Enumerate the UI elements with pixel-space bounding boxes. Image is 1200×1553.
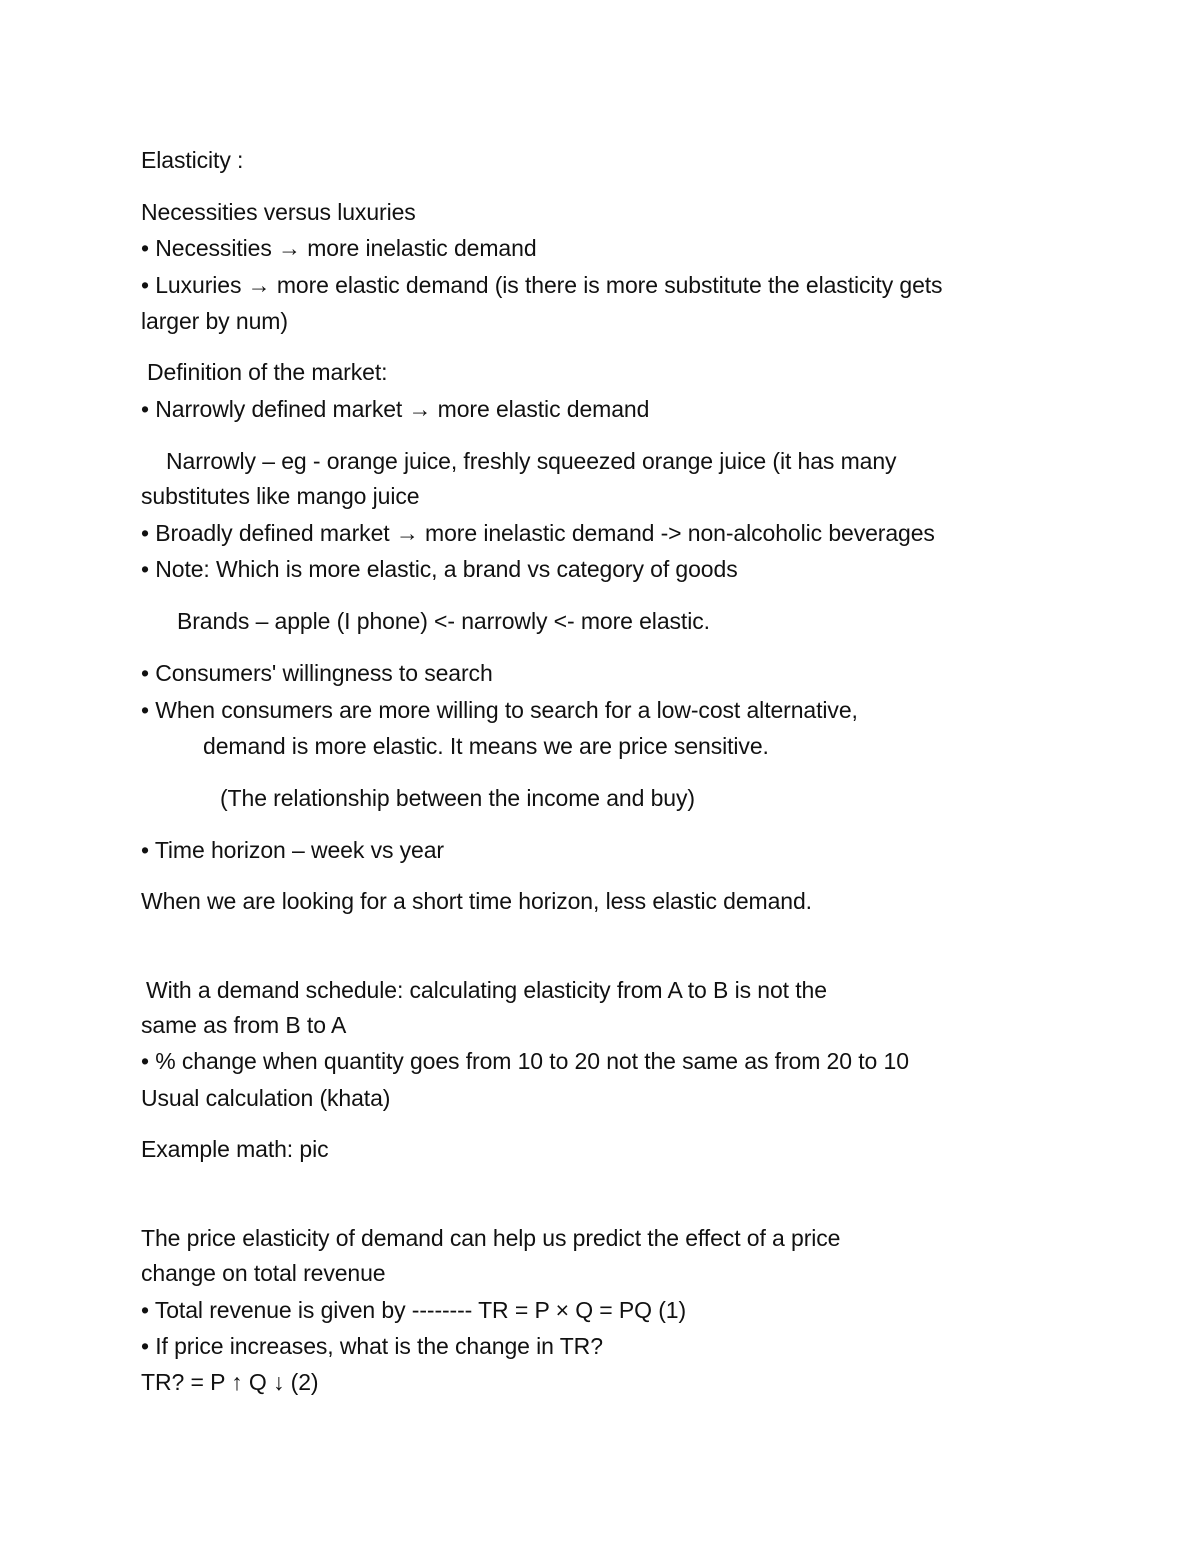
heading-elasticity: Elasticity : bbox=[141, 147, 244, 173]
bullet-line: • Note: Which is more elastic, a brand vs category of goods bbox=[141, 556, 738, 582]
bullet-line: • Total revenue is given by -------- TR = P × Q = PQ (1) bbox=[141, 1297, 687, 1323]
text-line: same as from B to A bbox=[141, 1012, 347, 1038]
bullet-line: • If price increases, what is the change in TR? bbox=[141, 1333, 603, 1359]
text-line: Necessities versus luxuries bbox=[141, 199, 416, 225]
bullet-line: • % change when quantity goes from 10 to 20 not the same as from 20 to 10 bbox=[141, 1048, 909, 1074]
bullet-line: • Consumers' willingness to search bbox=[141, 660, 493, 686]
text-line: demand is more elastic. It means we are price sensitive. bbox=[203, 733, 769, 759]
text-line: With a demand schedule: calculating elasticity from A to B is not the bbox=[146, 977, 827, 1003]
text-line: Brands – apple (I phone) <- narrowly <- more elastic. bbox=[177, 608, 710, 634]
bullet-line: • When consumers are more willing to search for a low-cost alternative, bbox=[141, 697, 858, 723]
text-line: substitutes like mango juice bbox=[141, 483, 420, 509]
text-line: larger by num) bbox=[141, 308, 288, 334]
text-line: change on total revenue bbox=[141, 1260, 386, 1286]
bullet-line: • Narrowly defined market → more elastic demand bbox=[141, 396, 650, 422]
text-line: (The relationship between the income and buy) bbox=[220, 785, 695, 811]
text-line: When we are looking for a short time horizon, less elastic demand. bbox=[141, 888, 812, 914]
text-line: Definition of the market: bbox=[147, 359, 388, 385]
text-line: The price elasticity of demand can help us predict the effect of a price bbox=[141, 1225, 841, 1251]
bullet-line: • Luxuries → more elastic demand (is there is more substitute the elasticity gets bbox=[141, 272, 943, 298]
text-line: Usual calculation (khata) bbox=[141, 1085, 391, 1111]
text-line: Narrowly – eg - orange juice, freshly squeezed orange juice (it has many bbox=[166, 448, 897, 474]
bullet-line: • Time horizon – week vs year bbox=[141, 837, 444, 863]
bullet-line: • Necessities → more inelastic demand bbox=[141, 235, 537, 261]
text-line: TR? = P ↑ Q ↓ (2) bbox=[141, 1369, 319, 1395]
text-line: Example math: pic bbox=[141, 1136, 329, 1162]
bullet-line: • Broadly defined market → more inelastic demand -> non-alcoholic beverages bbox=[141, 520, 935, 546]
